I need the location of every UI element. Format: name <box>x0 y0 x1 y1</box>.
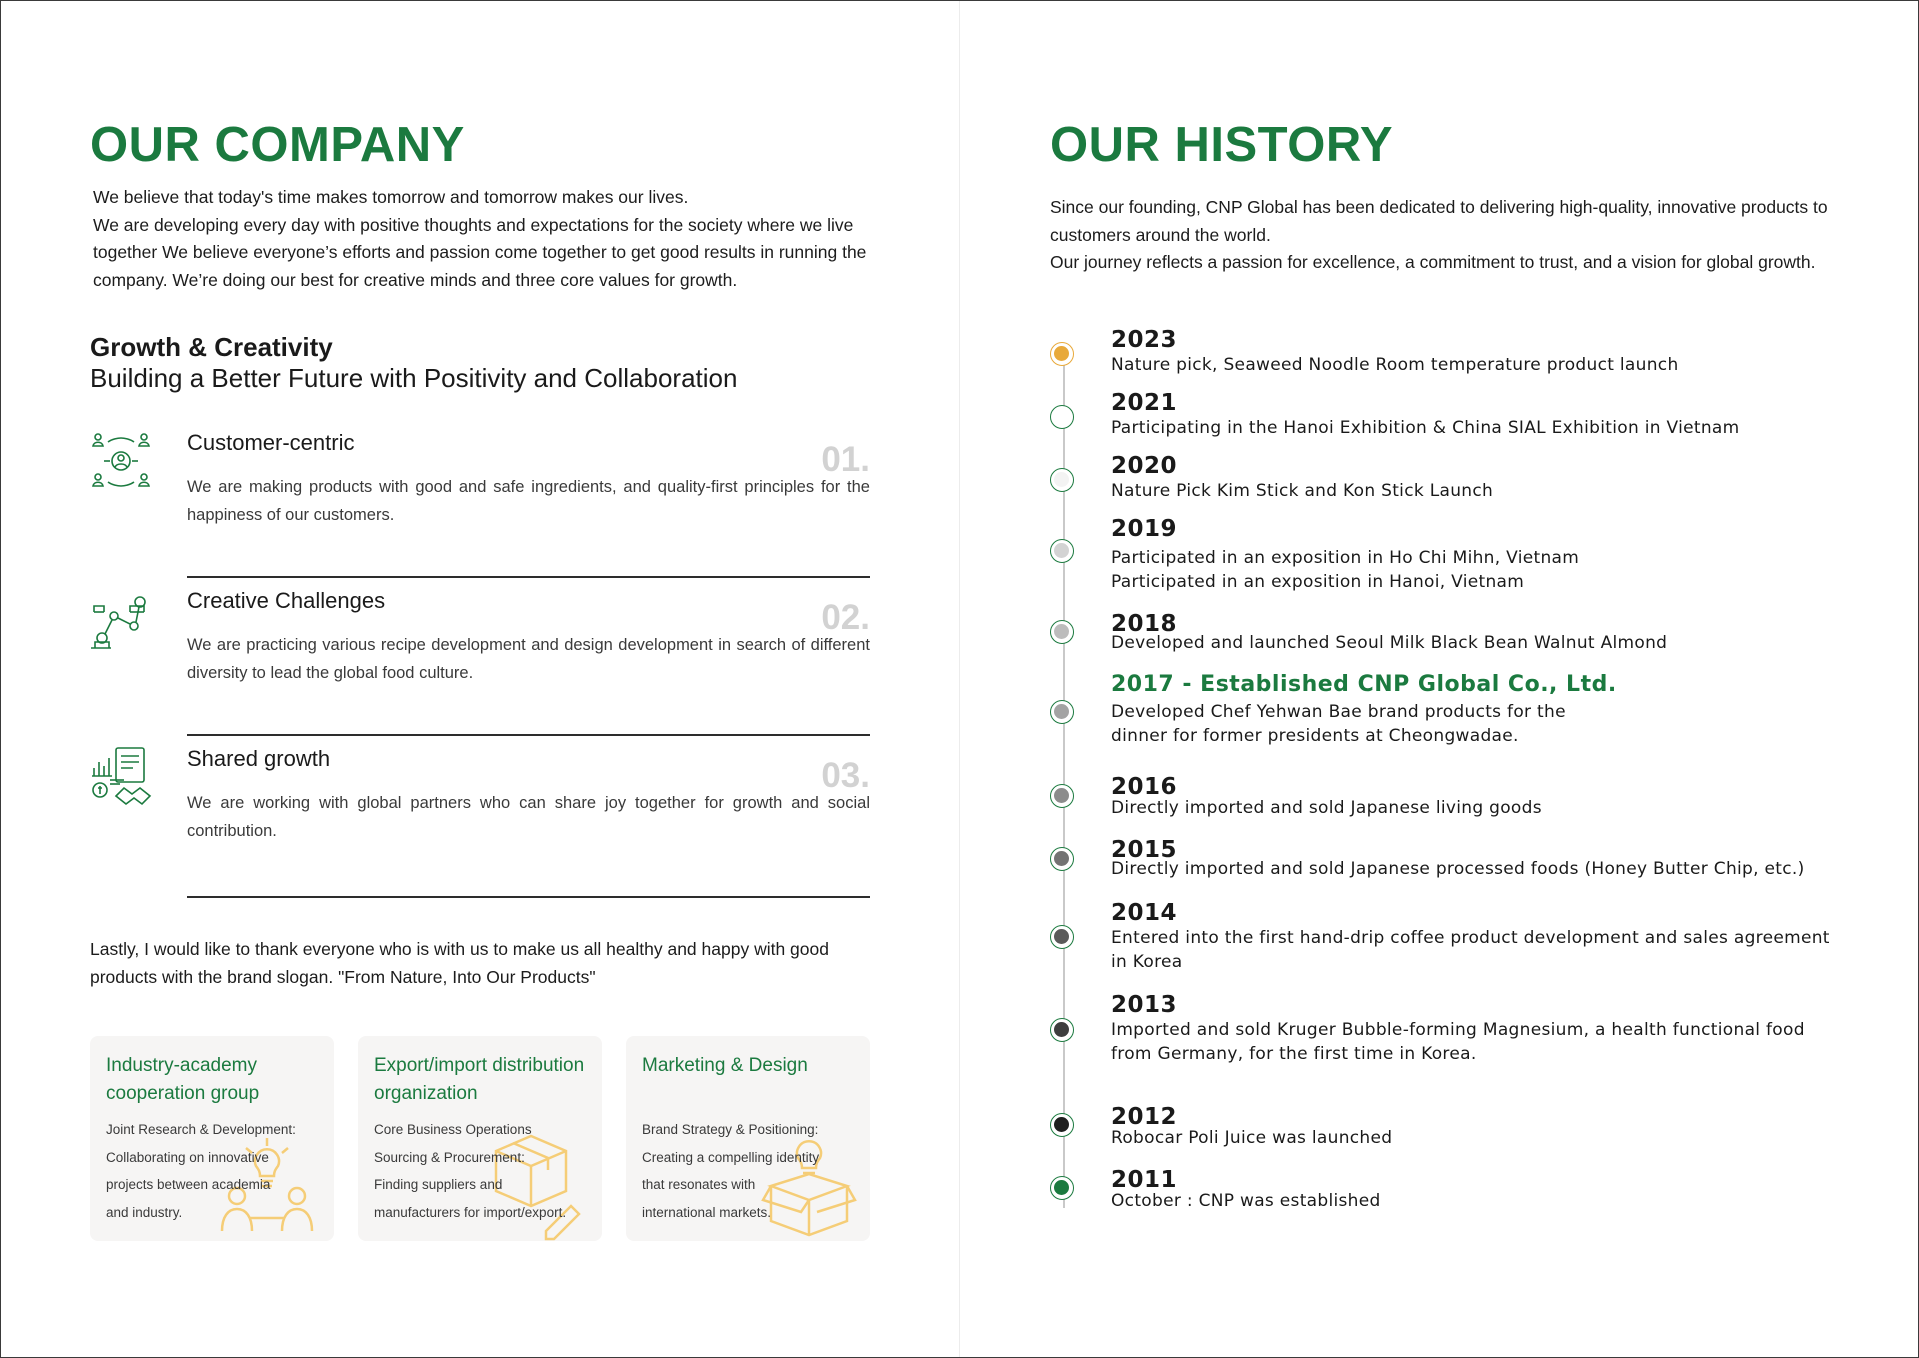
organization-card <box>626 1036 870 1241</box>
timeline-dot-fill <box>1054 1022 1069 1037</box>
timeline-dot-fill <box>1054 624 1069 639</box>
partnership-icon <box>90 746 152 808</box>
timeline-dot-fill <box>1054 409 1069 424</box>
card-line: that resonates with <box>642 1177 756 1192</box>
timeline-text: Directly imported and sold Japanese living goods <box>1111 798 1542 818</box>
timeline-dot-fill <box>1054 1117 1069 1132</box>
timeline-text: Nature pick, Seaweed Noodle Room temperature product launch <box>1111 355 1679 375</box>
value-title: Customer-centric <box>187 430 355 455</box>
timeline-year: 2017 - Established CNP Global Co., Ltd. <box>1111 672 1617 697</box>
timeline-dot <box>1050 620 1074 644</box>
card-description <box>642 1116 860 1226</box>
company-section <box>90 110 870 1241</box>
card-line: manufacturers for import/export. <box>374 1204 567 1220</box>
timeline-text: Participating in the Hanoi Exhibition & China SIAL Exhibition in Vietnam <box>1111 418 1740 438</box>
card-title: Export/import distribution organization <box>374 1055 585 1104</box>
timeline-year: 2020 <box>1111 453 1178 479</box>
timeline-year: 2011 <box>1111 1167 1178 1193</box>
timeline-year: 2023 <box>1111 327 1178 353</box>
timeline-text: Developed and launched Seoul Milk Black Bean Walnut Almond <box>1111 633 1668 653</box>
organization-card <box>358 1036 602 1241</box>
timeline-dot <box>1050 539 1074 563</box>
timeline-dot-fill <box>1054 346 1069 361</box>
value-title: Shared growth <box>187 746 331 771</box>
timeline-dot-fill <box>1054 851 1069 866</box>
company-title: OUR COMPANY <box>90 118 465 172</box>
card-line: Core Business Operations <box>374 1122 532 1137</box>
timeline-dot <box>1050 342 1074 366</box>
growth-chart-icon <box>90 588 152 650</box>
company-intro <box>90 184 870 294</box>
timeline-year: 2012 <box>1111 1104 1178 1130</box>
value-title: Creative Challenges <box>187 588 386 613</box>
timeline-dot-fill <box>1054 704 1069 719</box>
timeline-dot <box>1050 1176 1074 1200</box>
value-description: We are practicing various recipe development and design development in search of different diversity to lead the global food culture. <box>187 636 870 682</box>
timeline-text: Participated in an exposition in Ho Chi Mihn, Vietnam Participated in an exposition in Hanoi, Vietnam <box>1111 548 1580 592</box>
value-description: We are working with global partners who can share joy together for growth and social contribution. <box>187 794 870 840</box>
closing-text: Lastly, I would like to thank everyone who is with us to make us all healthy and happy with good products with the brand slogan. "From Nature, Into Our Products" <box>90 939 829 987</box>
subtitle-line-2: Building a Better Future with Positivity and Collaboration <box>90 363 738 393</box>
value-item <box>90 578 870 736</box>
timeline-dot <box>1050 1113 1074 1137</box>
timeline-dot <box>1050 405 1074 429</box>
timeline-text: Robocar Poli Juice was launched <box>1111 1128 1393 1148</box>
history-timeline <box>1050 320 1870 1220</box>
timeline-text: Directly imported and sold Japanese processed foods (Honey Butter Chip, etc.) <box>1111 859 1805 879</box>
card-description <box>106 1116 324 1226</box>
card-title: Marketing & Design <box>642 1055 808 1076</box>
organization-card <box>90 1036 334 1241</box>
intro-line: We believe that today's time makes tomorrow and tomorrow makes our lives. <box>93 187 689 207</box>
card-line: Sourcing & Procurement: <box>374 1149 525 1165</box>
card-line: projects between academia <box>106 1177 271 1192</box>
timeline-text: October : CNP was established <box>1111 1191 1381 1211</box>
organization-cards <box>90 1036 870 1241</box>
history-title: OUR HISTORY <box>1050 118 1394 172</box>
timeline-dot <box>1050 1018 1074 1042</box>
card-line: Finding suppliers and <box>374 1177 503 1192</box>
card-line: and industry. <box>106 1204 183 1220</box>
timeline-dot-fill <box>1054 472 1069 487</box>
card-line: Joint Research & Development: <box>106 1122 296 1137</box>
card-line: Collaborating on innovative <box>106 1149 269 1165</box>
value-number: 03. <box>821 756 870 795</box>
intro-paragraph: We are developing every day with positive thoughts and expectations for the society where we live together We believe everyone’s efforts and passion come together to get good results in running the company. We’re doing our best for creative minds and three core values for growth. <box>93 214 867 290</box>
timeline-dot-fill <box>1054 929 1069 944</box>
timeline-text: Developed Chef Yehwan Bae brand products for the dinner for former presidents at Cheongwadae. <box>1111 702 1566 746</box>
timeline-year: 2021 <box>1111 390 1178 416</box>
timeline-text: Entered into the first hand-drip coffee product development and sales agreement in Korea <box>1111 928 1830 972</box>
timeline-dot <box>1050 784 1074 808</box>
value-number: 02. <box>821 598 870 637</box>
value-description: We are making products with good and safe ingredients, and quality-first principles for the happiness of our customers. <box>187 478 870 524</box>
customer-network-icon <box>90 430 152 492</box>
timeline-year: 2019 <box>1111 516 1178 542</box>
timeline-dot <box>1050 700 1074 724</box>
subtitle-line-1: Growth & Creativity <box>90 332 333 362</box>
timeline-year: 2014 <box>1111 900 1178 926</box>
card-line: Brand Strategy & Positioning: <box>642 1122 819 1137</box>
card-line: international markets. <box>642 1204 772 1220</box>
card-description <box>374 1116 592 1226</box>
timeline-year: 2018 <box>1111 611 1178 637</box>
timeline-dot <box>1050 847 1074 871</box>
timeline-dot-fill <box>1054 788 1069 803</box>
history-section <box>1050 110 1870 277</box>
page-divider <box>959 1 960 1357</box>
value-number: 01. <box>821 440 870 479</box>
timeline-dot-fill <box>1054 543 1069 558</box>
timeline-year: 2016 <box>1111 774 1178 800</box>
timeline-year: 2013 <box>1111 992 1178 1018</box>
timeline-dot <box>1050 468 1074 492</box>
card-title: Industry-academy cooperation group <box>106 1055 260 1104</box>
history-intro-line: Since our founding, CNP Global has been dedicated to delivering high-quality, innovative products to customers around the world. <box>1050 197 1828 245</box>
history-intro <box>1050 194 1870 277</box>
timeline-dot <box>1050 925 1074 949</box>
timeline-dot-fill <box>1054 1180 1069 1195</box>
value-item <box>90 736 870 898</box>
growth-subtitle <box>90 332 870 394</box>
timeline-year: 2015 <box>1111 837 1178 863</box>
timeline-text: Nature Pick Kim Stick and Kon Stick Launch <box>1111 481 1494 501</box>
core-values <box>90 420 870 898</box>
value-separator <box>187 896 870 898</box>
value-item <box>90 420 870 578</box>
timeline-text: Imported and sold Kruger Bubble-forming Magnesium, a health functional food from Germany, for the first time in Korea. <box>1111 1020 1805 1064</box>
card-line: Creating a compelling identity <box>642 1149 820 1165</box>
history-intro-line: Our journey reflects a passion for excellence, a commitment to trust, and a vision for global growth. <box>1050 252 1816 272</box>
